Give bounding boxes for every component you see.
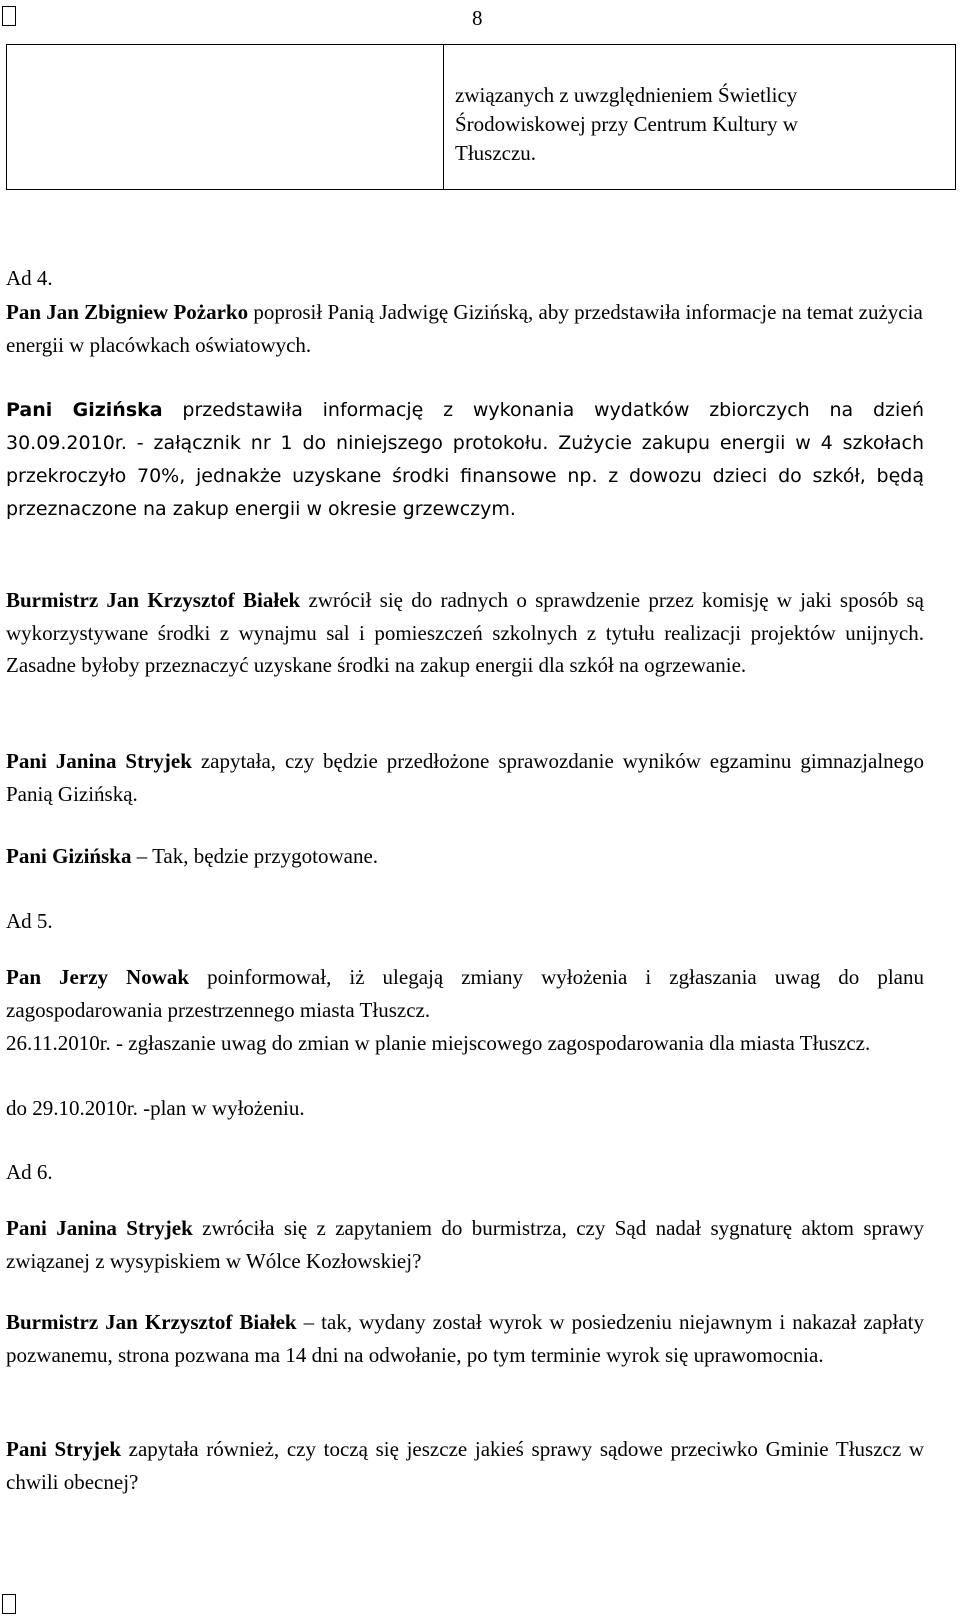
- speaker-name: Pani Gizińska: [6, 399, 163, 421]
- paragraph-text: przedstawiła informację z wykonania wydatków zbiorczych na dzień 30.09.2010r. - załącznik nr 1 do niniejszego protokołu. Zużycie zakupu energii w 4 szkołach przekroczyło 70%, jednakże uzyskane środki finansowe np. z dowozu dzieci do szkół, będą przeznaczone na zakup energii w okresie grzewczym.: [6, 399, 924, 520]
- paragraph-text: – Tak, będzie przygotowane.: [131, 844, 379, 868]
- table-cell: związanych z uwzględnieniem Świetlicy Środowiskowej przy Centrum Kultury w Tłuszczu.: [455, 83, 798, 165]
- ad6-paragraph-2: [6, 1306, 924, 1371]
- ad4-paragraph-3: [6, 584, 924, 682]
- paragraph-text: zwróciła się z zapytaniem do burmistrza, czy Sąd nadał sygnaturę aktom sprawy związanej z wysypiskiem w Wólce Kozłowskiej?: [6, 1216, 924, 1273]
- ad5-paragraph-2: 26.11.2010r. - zgłaszanie uwag do zmian w planie miejscowego zagospodarowania dla miasta Tłuszcz.: [6, 1031, 871, 1055]
- paragraph-text: zapytała również, czy toczą się jeszcze jakieś sprawy sądowe przeciwko Gminie Tłuszcz w chwili obecnej?: [6, 1437, 925, 1494]
- ad6-paragraph-1: [6, 1212, 924, 1277]
- page-number: 8: [472, 6, 483, 30]
- speaker-name: Pani Gizińska: [6, 844, 132, 868]
- speaker-name: Pan Jan Zbigniew Pożarko: [6, 300, 249, 324]
- ad5-paragraph-1: [6, 961, 924, 1026]
- ad5-paragraph-3: do 29.10.2010r. -plan w wyłożeniu.: [6, 1096, 305, 1120]
- ad4-paragraph-2: [6, 394, 924, 526]
- speaker-name: Pani Janina Stryjek: [6, 1216, 193, 1240]
- speaker-name: Pan Jerzy Nowak: [6, 965, 190, 989]
- paragraph-text: poinformował, iż ulegają zmiany wyłożenia i zgłaszania uwag do planu zagospodarowania przestrzennego miasta Tłuszcz.: [6, 965, 924, 1022]
- speaker-name: Burmistrz Jan Krzysztof Białek: [6, 1310, 297, 1334]
- table: [6, 44, 956, 190]
- speaker-name: Pani Janina Stryjek: [6, 749, 192, 773]
- ad4-paragraph-1: [6, 296, 924, 361]
- ad4-paragraph-4: [6, 745, 924, 810]
- missing-glyph-icon: [2, 1594, 16, 1614]
- speaker-name: Pani Stryjek: [6, 1437, 121, 1461]
- paragraph-text: – tak, wydany został wyrok w posiedzeniu niejawnym i nakazał zapłaty pozwanemu, strona pozwana ma 14 dni na odwołanie, po tym terminie wyrok się uprawomocnia.: [6, 1310, 924, 1367]
- table-divider: [443, 45, 444, 189]
- missing-glyph-icon: [2, 6, 16, 26]
- paragraph-text: zwrócił się do radnych o sprawdzenie przez komisję w jaki sposób są wykorzystywane środki z wynajmu sal i pomieszczeń szkolnych z tytułu realizacji projektów unijnych. Zasadne byłoby przeznaczyć uzyskane środki na zakup energii dla szkół na ogrzewanie.: [6, 588, 925, 677]
- ad4-paragraph-5: [6, 840, 924, 873]
- ad4-heading: Ad 4.: [6, 266, 53, 290]
- speaker-name: Burmistrz Jan Krzysztof Białek: [6, 588, 301, 612]
- paragraph-text: zapytała, czy będzie przedłożone sprawozdanie wyników egzaminu gimnazjalnego Panią Gizińską.: [6, 749, 924, 806]
- paragraph-text: poprosił Panią Jadwigę Gizińską, aby przedstawiła informacje na temat zużycia energii w placówkach oświatowych.: [6, 300, 923, 357]
- ad6-paragraph-3: [6, 1433, 924, 1498]
- ad5-heading: Ad 5.: [6, 909, 53, 933]
- ad6-heading: Ad 6.: [6, 1160, 53, 1184]
